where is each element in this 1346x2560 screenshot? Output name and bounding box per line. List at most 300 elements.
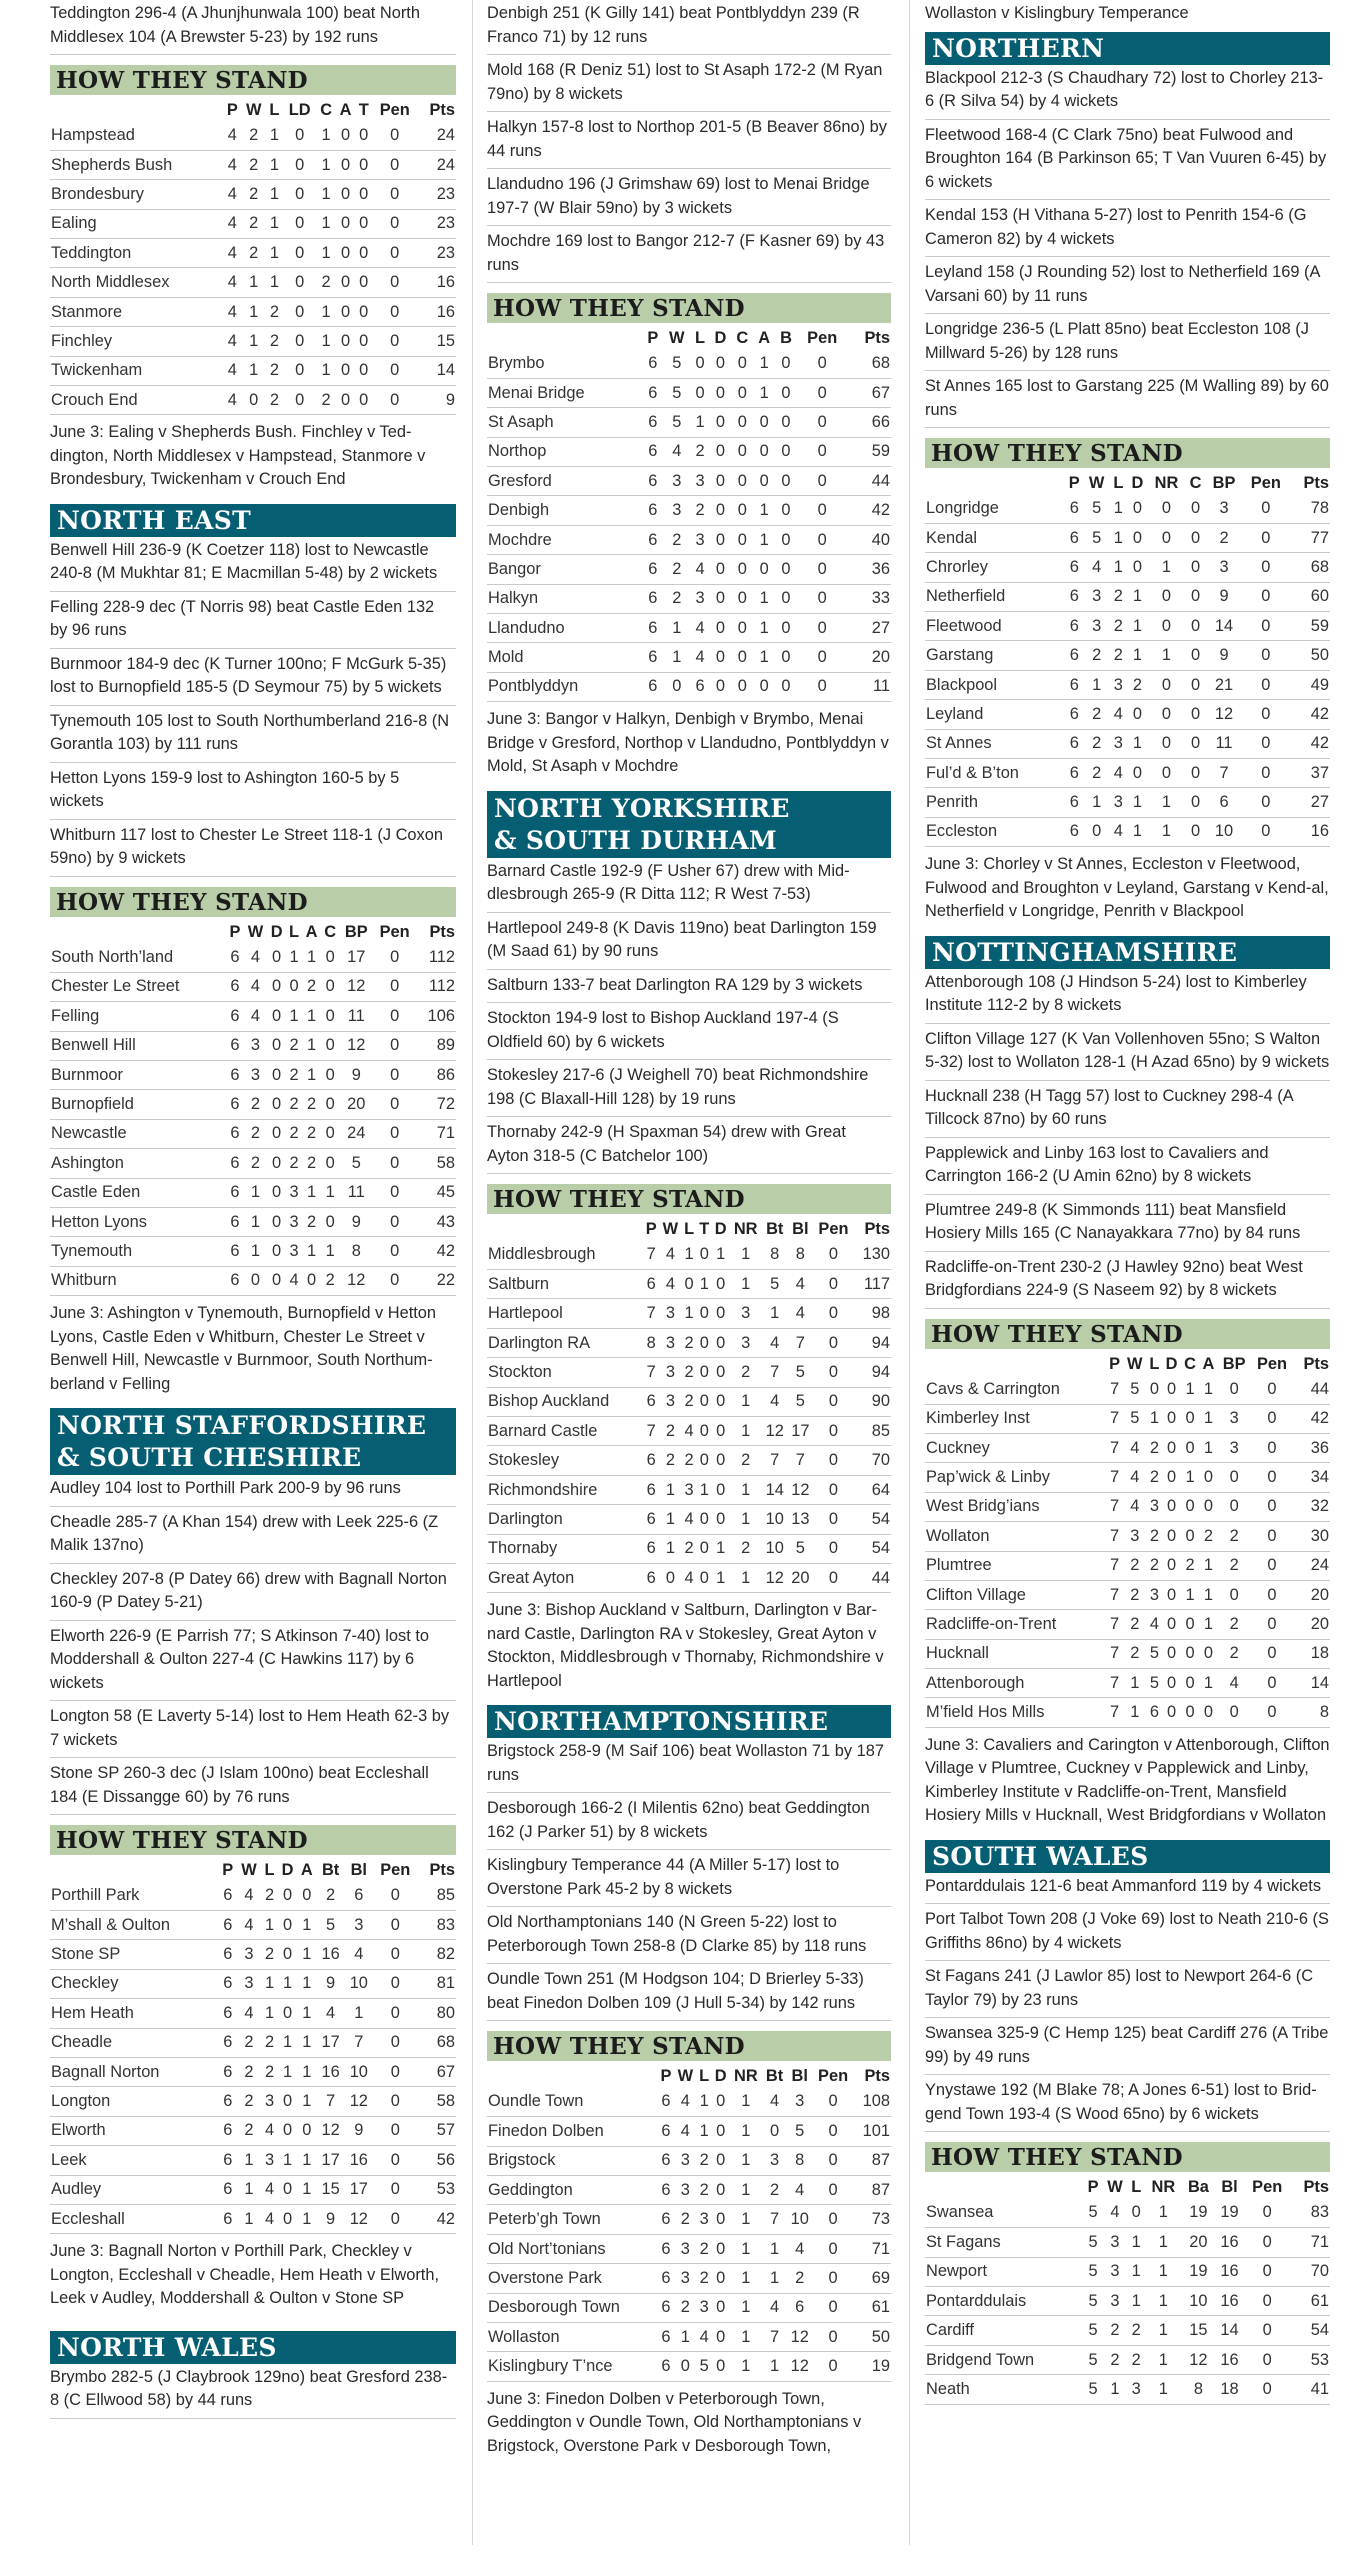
stat-cell: 0 xyxy=(1244,2198,1290,2227)
stat-cell: 2 xyxy=(787,2264,813,2293)
stat-column-header: C xyxy=(1184,1354,1196,1373)
stat-cell: 6 xyxy=(658,2234,675,2263)
team-name: Hucknall xyxy=(925,1639,1106,1668)
stat-cell: 4 xyxy=(317,1999,345,2028)
standings-header-row xyxy=(50,921,456,943)
standings-row xyxy=(487,1505,891,1534)
stat-cell: 4 xyxy=(223,150,241,179)
stat-cell: 3 xyxy=(663,496,691,525)
standings-row xyxy=(925,1580,1330,1609)
stat-cell: 0 xyxy=(1185,700,1205,729)
stat-cell: 0 xyxy=(712,1270,730,1299)
stat-cell: 0 xyxy=(813,2352,854,2381)
stat-cell: 1 xyxy=(729,2352,762,2381)
stat-cell: 1 xyxy=(316,297,335,326)
stat-cell: 4 xyxy=(237,1999,261,2028)
stat-cell: 83 xyxy=(418,1910,456,1939)
stat-cell: 5 xyxy=(1084,494,1110,523)
stat-column-header: L xyxy=(1131,2178,1142,2197)
stat-cell: 2 xyxy=(286,1090,302,1119)
stat-cell: 3 xyxy=(762,2146,787,2175)
stat-cell: 2 xyxy=(302,972,321,1001)
stat-cell: 112 xyxy=(416,943,456,972)
stat-cell: 1 xyxy=(244,1178,268,1207)
stat-cell: 15 xyxy=(317,2175,345,2204)
stat-cell: 36 xyxy=(1293,1433,1330,1462)
stat-cell: 0 xyxy=(762,2117,787,2146)
standings-row xyxy=(50,1940,456,1969)
stat-cell: 6 xyxy=(1065,494,1084,523)
stat-cell: 19 xyxy=(1182,2257,1215,2286)
stat-cell: 1 xyxy=(729,1417,762,1446)
stat-cell: 0 xyxy=(1185,612,1205,641)
stat-cell: 7 xyxy=(788,1328,814,1357)
stat-cell: 0 xyxy=(1242,553,1289,582)
stat-cell: 6 xyxy=(643,349,663,378)
stat-cell: 3 xyxy=(237,1969,261,1998)
stat-cell: 2 xyxy=(1110,612,1128,641)
stat-cell: 5 xyxy=(1146,1669,1162,1698)
stat-cell: 4 xyxy=(762,2087,787,2116)
stat-cell: 53 xyxy=(418,2175,456,2204)
stat-cell: 0 xyxy=(712,1475,730,1504)
stat-cell: 0 xyxy=(1148,612,1186,641)
stat-cell: 54 xyxy=(854,1505,891,1534)
stat-column-header: Pts xyxy=(1303,2178,1329,2197)
stat-cell: 20 xyxy=(848,643,892,672)
stat-cell: 1 xyxy=(278,2057,297,2086)
team-name: Burnmoor xyxy=(50,1060,226,1089)
stat-cell: 0 xyxy=(1251,1404,1294,1433)
stat-cell: 3 xyxy=(1146,1492,1162,1521)
stat-cell: 3 xyxy=(1218,1404,1251,1433)
stat-cell: 6 xyxy=(658,2264,675,2293)
stat-cell: 0 xyxy=(1181,1698,1199,1727)
stat-cell: 3 xyxy=(237,1940,261,1969)
stat-cell: 12 xyxy=(340,1031,373,1060)
standings-row xyxy=(50,2087,456,2116)
column-divider xyxy=(472,0,473,2545)
stat-cell: 21 xyxy=(1206,670,1242,699)
team-name: Kimberley Inst xyxy=(925,1404,1106,1433)
team-name: St Annes xyxy=(925,729,1065,758)
stat-cell: 0 xyxy=(797,672,848,701)
stat-cell: 30 xyxy=(1293,1522,1330,1551)
stat-cell: 1 xyxy=(1145,2228,1182,2257)
stat-cell: 4 xyxy=(261,2175,278,2204)
stat-cell: 3 xyxy=(674,2176,696,2205)
stat-cell: 3 xyxy=(787,2087,813,2116)
stat-cell: 10 xyxy=(762,1534,788,1563)
stat-cell: 0 xyxy=(1185,641,1205,670)
stat-cell: 82 xyxy=(418,1940,456,1969)
stat-cell: 1 xyxy=(1199,1551,1217,1580)
team-name: Newcastle xyxy=(50,1119,226,1148)
stat-cell: 0 xyxy=(710,584,732,613)
stat-cell: 10 xyxy=(345,2057,373,2086)
stat-cell: 0 xyxy=(278,1881,297,1910)
match-result: Checkley 207-8 (P Datey 66) drew with Bagnall Norton 160-9 (P Datey 5-21) xyxy=(50,1564,456,1621)
stat-cell: 33 xyxy=(848,584,892,613)
stat-cell: 1 xyxy=(1127,582,1147,611)
stat-cell: 2 xyxy=(237,2087,261,2116)
stat-cell: 5 xyxy=(663,408,691,437)
stat-cell: 7 xyxy=(345,2028,373,2057)
stat-cell: 3 xyxy=(244,1060,268,1089)
stat-column-header: Pen xyxy=(380,1861,411,1880)
stat-column-header: Pts xyxy=(1303,474,1329,492)
stat-cell: 40 xyxy=(848,525,892,554)
fixtures-note: June 3: Bagnall Norton v Porthill Park, Checkley v Longton, Eccleshall v Cheadle, Hem Heath v Elworth, Leek v Audley, Moddershall & Oulton v Stone SP xyxy=(50,2242,440,2308)
stat-cell: 5 xyxy=(317,1910,345,1939)
northern-standings-table xyxy=(925,472,1330,847)
north-east-results xyxy=(50,537,456,877)
stat-cell: 2 xyxy=(681,1358,696,1387)
stat-cell: 2 xyxy=(696,2234,711,2263)
stat-cell: 0 xyxy=(321,1002,340,1031)
stat-cell: 0 xyxy=(355,386,372,415)
team-name: Netherfield xyxy=(925,582,1065,611)
stat-cell: 0 xyxy=(373,2116,418,2145)
stat-cell: 0 xyxy=(1181,1522,1199,1551)
stat-column-header: Bl xyxy=(792,1220,809,1239)
stat-cell: 0 xyxy=(1185,759,1205,788)
standings-row xyxy=(925,2228,1330,2257)
standings-row xyxy=(925,729,1330,758)
stat-cell: 0 xyxy=(267,1266,286,1295)
stat-cell: 3 xyxy=(691,467,710,496)
stat-cell: 6 xyxy=(643,437,663,466)
stat-cell: 6 xyxy=(643,672,663,701)
stat-column-header: P xyxy=(229,922,241,941)
stat-cell: 0 xyxy=(797,496,848,525)
stat-cell: 22 xyxy=(416,1266,456,1295)
team-name: Cheadle xyxy=(50,2028,219,2057)
stat-cell: 0 xyxy=(691,378,710,407)
standings-row xyxy=(487,525,891,554)
stat-column-header: Pen xyxy=(1252,2178,1283,2197)
stat-cell: 54 xyxy=(1290,2316,1330,2345)
stat-cell: 0 xyxy=(1218,1375,1251,1404)
stat-cell: 0 xyxy=(267,1090,286,1119)
stat-cell: 0 xyxy=(1148,582,1186,611)
standings-row xyxy=(925,788,1330,817)
standings-row xyxy=(925,1375,1330,1404)
standings-row xyxy=(925,494,1330,523)
team-name: Leek xyxy=(50,2146,219,2175)
team-column-header xyxy=(925,2176,1084,2198)
team-name: Thornaby xyxy=(487,1534,643,1563)
standings-row xyxy=(487,1240,891,1269)
standings-header: HOW THEY STAND xyxy=(50,887,456,917)
stat-cell: 5 xyxy=(787,2117,813,2146)
stat-cell: 5 xyxy=(1084,2316,1103,2345)
standings-row xyxy=(487,1446,891,1475)
stat-cell: 0 xyxy=(1244,2375,1290,2404)
stat-cell: 0 xyxy=(283,386,317,415)
stat-cell: 2 xyxy=(674,2293,696,2322)
stat-cell: 1 xyxy=(237,2204,261,2233)
stat-cell: 57 xyxy=(418,2116,456,2145)
stat-cell: 5 xyxy=(1123,1375,1146,1404)
stat-cell: 4 xyxy=(1123,1463,1146,1492)
stat-cell: 1 xyxy=(1199,1375,1217,1404)
stat-cell: 6 xyxy=(219,2204,237,2233)
standings-row xyxy=(925,700,1330,729)
team-name: West Bridg’ians xyxy=(925,1492,1106,1521)
stat-cell: 60 xyxy=(1289,582,1330,611)
stat-cell: 1 xyxy=(266,121,283,150)
stat-column-header: W xyxy=(677,2067,694,2086)
stat-cell: 20 xyxy=(1182,2228,1215,2257)
stat-column-header: Pen xyxy=(1256,1354,1287,1373)
stat-cell: 0 xyxy=(813,1505,854,1534)
stat-cell: 10 xyxy=(762,1505,788,1534)
stat-column-header: Pts xyxy=(429,1861,455,1880)
stat-cell: 1 xyxy=(1181,1463,1199,1492)
stat-column-header: P xyxy=(1109,1354,1120,1373)
stat-cell: 0 xyxy=(336,386,355,415)
stat-cell: 71 xyxy=(854,2234,892,2263)
match-result: Cheadle 285-7 (A Khan 154) drew with Leek 225-6 (Z Malik 137no) xyxy=(50,1507,456,1564)
stat-cell: 0 xyxy=(1244,2228,1290,2257)
stat-cell: 1 xyxy=(261,1999,278,2028)
stat-cell: 3 xyxy=(1123,1522,1146,1551)
match-result: Felling 228-9 dec (T Norris 98) beat Castle Eden 132 by 96 runs xyxy=(50,592,456,649)
stat-column-header: NR xyxy=(733,1220,758,1239)
stat-cell: 7 xyxy=(762,1446,788,1475)
stat-cell: 67 xyxy=(418,2057,456,2086)
stat-cell: 3 xyxy=(691,525,710,554)
stat-column-header: L xyxy=(684,1220,695,1239)
stat-cell: 0 xyxy=(278,2204,297,2233)
team-name: Peterb’gh Town xyxy=(487,2205,658,2234)
stat-cell: 101 xyxy=(854,2117,892,2146)
stat-cell: 49 xyxy=(1289,670,1330,699)
stat-cell: 3 xyxy=(1102,2257,1127,2286)
stat-cell: 0 xyxy=(674,2352,696,2381)
stat-cell: 1 xyxy=(1128,2257,1145,2286)
stat-cell: 0 xyxy=(278,1910,297,1939)
stat-cell: 1 xyxy=(1145,2257,1182,2286)
stat-cell: 2 xyxy=(1146,1522,1162,1551)
stat-column-header: W xyxy=(669,329,685,347)
team-name: Radcliffe-on-Trent xyxy=(925,1610,1106,1639)
stat-cell: 6 xyxy=(643,584,663,613)
stat-cell: 4 xyxy=(1146,1610,1162,1639)
standings-row xyxy=(925,1522,1330,1551)
match-result: Elworth 226-9 (E Parrish 77; S Atkinson 7-40) lost to Moddershall & Oulton 227-4 (C Hawkins 117) by 6 wickets xyxy=(50,1621,456,1702)
stat-cell: 20 xyxy=(1293,1610,1330,1639)
stat-cell: 2 xyxy=(696,2146,711,2175)
stat-cell: 0 xyxy=(775,467,797,496)
stat-cell: 1 xyxy=(345,1999,373,2028)
stat-cell: 0 xyxy=(813,2264,854,2293)
stat-cell: 0 xyxy=(297,1881,316,1910)
stat-cell: 2 xyxy=(1102,2345,1127,2374)
stat-cell: 1 xyxy=(659,1505,681,1534)
stat-cell: 112 xyxy=(416,972,456,1001)
stat-cell: 2 xyxy=(1218,1610,1251,1639)
stat-cell: 1 xyxy=(316,209,335,238)
team-name: Ful’d & B’ton xyxy=(925,759,1065,788)
stat-cell: 72 xyxy=(416,1090,456,1119)
stat-cell: 0 xyxy=(373,1969,418,1998)
stat-cell: 0 xyxy=(244,1266,268,1295)
team-name: Northop xyxy=(487,437,643,466)
match-result: Fleetwood 168-4 (C Clark 75no) beat Fulwood and Broughton 164 (B Parkinson 65; T Van Vuuren 6-45) by 6 wickets xyxy=(925,120,1330,201)
stat-cell: 4 xyxy=(244,1002,268,1031)
stat-cell: 1 xyxy=(1128,2287,1145,2316)
team-name: Porthill Park xyxy=(50,1881,219,1910)
stat-cell: 6 xyxy=(658,2176,675,2205)
stat-cell: 0 xyxy=(267,1178,286,1207)
stat-cell: 0 xyxy=(775,378,797,407)
stat-cell: 0 xyxy=(1251,1610,1294,1639)
stat-cell: 1 xyxy=(729,2293,762,2322)
standings-header: HOW THEY STAND xyxy=(487,293,891,323)
stat-cell: 0 xyxy=(813,2293,854,2322)
stat-column-header: A xyxy=(300,1861,313,1880)
stat-cell: 0 xyxy=(336,209,355,238)
team-name: Mochdre xyxy=(487,525,643,554)
stat-column-header: A xyxy=(305,922,318,941)
match-result: Stokesley 217-6 (J Weighell 70) beat Richmondshire 198 (C Blaxall-Hill 128) by 19 runs xyxy=(487,1060,891,1117)
standings-row xyxy=(487,584,891,613)
stat-cell: 3 xyxy=(681,1475,696,1504)
stat-cell: 59 xyxy=(1289,612,1330,641)
standings-row xyxy=(487,1299,891,1328)
stat-cell: 3 xyxy=(244,1031,268,1060)
stat-cell: 130 xyxy=(854,1240,891,1269)
stat-cell: 1 xyxy=(659,1534,681,1563)
stat-cell: 6 xyxy=(643,1446,659,1475)
section-banner-north-yorkshire xyxy=(487,791,891,858)
stat-cell: 2 xyxy=(261,1940,278,1969)
stat-cell: 42 xyxy=(848,496,892,525)
stat-cell: 0 xyxy=(321,1090,340,1119)
stat-cell: 0 xyxy=(1242,523,1289,552)
stat-cell: 0 xyxy=(373,2087,418,2116)
south-wales-standings-table xyxy=(925,2176,1330,2404)
stat-cell: 1 xyxy=(286,1002,302,1031)
stat-cell: 9 xyxy=(340,1060,373,1089)
stat-cell: 0 xyxy=(267,972,286,1001)
stat-cell: 2 xyxy=(1084,729,1110,758)
stat-cell: 77 xyxy=(1289,523,1330,552)
stat-cell: 0 xyxy=(1244,2287,1290,2316)
stat-cell: 7 xyxy=(1206,759,1242,788)
middlesex-results xyxy=(50,0,456,55)
stat-cell: 0 xyxy=(712,2293,730,2322)
stat-cell: 4 xyxy=(1123,1492,1146,1521)
stat-cell: 6 xyxy=(226,1119,243,1148)
team-name: Castle Eden xyxy=(50,1178,226,1207)
stat-column-header: Pen xyxy=(818,2067,849,2086)
stat-cell: 2 xyxy=(1123,1580,1146,1609)
stat-cell: 42 xyxy=(1293,1404,1330,1433)
stat-cell: 0 xyxy=(813,1240,854,1269)
match-result: Stockton 194-9 lost to Bishop Auckland 197-4 (S Oldfield 60) by 6 wickets xyxy=(487,1003,891,1060)
stat-cell: 0 xyxy=(712,1299,730,1328)
team-name: Llandudno xyxy=(487,614,643,643)
stat-cell: 0 xyxy=(267,1031,286,1060)
stat-cell: 1 xyxy=(729,2087,762,2116)
stat-cell: 7 xyxy=(1106,1375,1123,1404)
stat-cell: 16 xyxy=(317,2057,345,2086)
stat-cell: 2 xyxy=(1146,1551,1162,1580)
stat-cell: 0 xyxy=(283,268,317,297)
stat-cell: 0 xyxy=(813,1328,854,1357)
standings-row xyxy=(50,327,456,356)
stat-cell: 1 xyxy=(297,2028,316,2057)
stat-cell: 14 xyxy=(1206,612,1242,641)
standings-header-row xyxy=(487,1218,891,1240)
standings-row xyxy=(925,2316,1330,2345)
standings-row xyxy=(50,1060,456,1089)
team-name: Tynemouth xyxy=(50,1237,226,1266)
standings-row xyxy=(50,1237,456,1266)
stat-cell: 4 xyxy=(223,356,241,385)
stat-cell: 11 xyxy=(1206,729,1242,758)
standings-row xyxy=(925,2198,1330,2227)
stat-cell: 1 xyxy=(753,349,775,378)
stat-cell: 8 xyxy=(1182,2375,1215,2404)
standings-row xyxy=(50,2204,456,2233)
match-result: Llandudno 196 (J Grimshaw 69) lost to Menai Bridge 197-7 (W Blair 59no) by 3 wickets xyxy=(487,169,891,226)
match-result: Denbigh 251 (K Gilly 141) beat Pontblyddyn 239 (R Franco 71) by 12 runs xyxy=(487,0,891,55)
team-name: Great Ayton xyxy=(487,1563,643,1592)
stat-cell: 0 xyxy=(1162,1492,1180,1521)
stat-cell: 3 xyxy=(659,1328,681,1357)
stat-cell: 6 xyxy=(226,1090,243,1119)
match-result: Kislingbury Temperance 44 (A Miller 5-17) lost to Overstone Park 45-2 by 8 wickets xyxy=(487,1850,891,1907)
stat-cell: 3 xyxy=(674,2234,696,2263)
stat-cell: 1 xyxy=(663,643,691,672)
stat-cell: 6 xyxy=(219,2028,237,2057)
stat-cell: 0 xyxy=(373,1060,416,1089)
stat-cell: 0 xyxy=(1251,1639,1294,1668)
stat-cell: 4 xyxy=(663,437,691,466)
north-yorkshire-results xyxy=(487,858,891,1175)
stat-cell: 0 xyxy=(355,297,372,326)
stat-cell: 2 xyxy=(241,209,266,238)
match-result: Hetton Lyons 159-9 lost to Ashington 160-5 by 5 wickets xyxy=(50,763,456,820)
standings-row xyxy=(925,2287,1330,2316)
stat-cell: 1 xyxy=(297,2204,316,2233)
stat-cell: 1 xyxy=(1148,788,1186,817)
stat-column-header: C xyxy=(320,101,333,119)
stat-cell: 0 xyxy=(681,1270,696,1299)
stat-cell: 12 xyxy=(762,1563,788,1592)
stat-cell: 106 xyxy=(416,1002,456,1031)
stat-cell: 0 xyxy=(336,297,355,326)
stat-cell: 0 xyxy=(797,408,848,437)
stat-cell: 5 xyxy=(1084,2228,1103,2257)
match-result: Barnard Castle 192-9 (F Usher 67) drew with Mid-dlesbrough 265-9 (R Ditta 112; R West 7-53) xyxy=(487,858,891,913)
stat-cell: 0 xyxy=(321,943,340,972)
stat-cell: 1 xyxy=(302,1237,321,1266)
stat-cell: 2 xyxy=(266,327,283,356)
stat-cell: 2 xyxy=(696,2176,711,2205)
stat-cell: 0 xyxy=(775,614,797,643)
stat-cell: 2 xyxy=(1199,1522,1217,1551)
match-result: Pontarddulais 121-6 beat Ammanford 119 by 4 wickets xyxy=(925,1873,1330,1905)
stat-column-header: Pts xyxy=(864,1220,890,1239)
stat-cell: 20 xyxy=(340,1090,373,1119)
stat-cell: 0 xyxy=(697,1358,712,1387)
stat-cell: 0 xyxy=(321,1060,340,1089)
